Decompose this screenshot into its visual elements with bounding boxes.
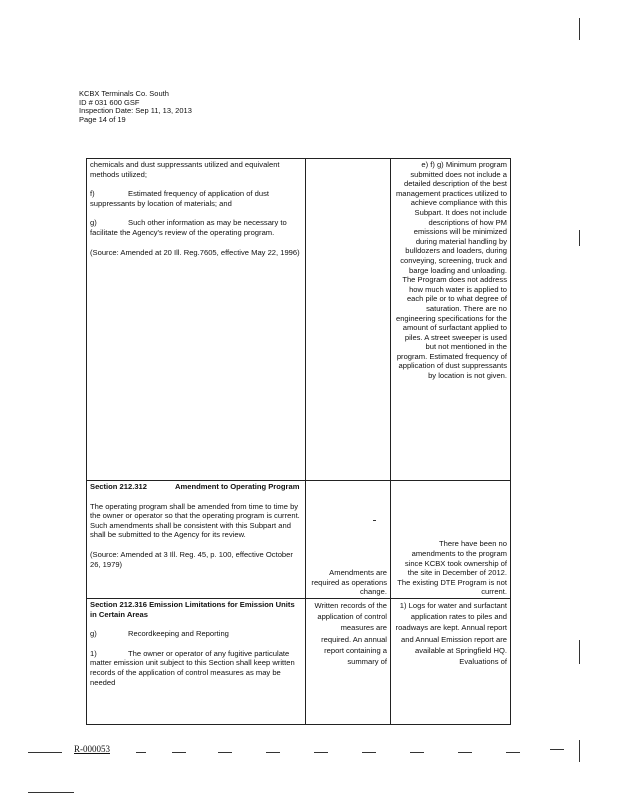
inspection-date: Inspection Date: Sep 11, 13, 2013 [79,106,192,116]
regulation-cell [87,481,306,599]
table-row [87,599,511,725]
observation-cell [306,159,391,481]
regulation-item [90,629,302,639]
item-label: g) [90,218,97,228]
item-text: Recordkeeping and Reporting [128,629,229,639]
facility-name: KCBX Terminals Co. South [79,89,169,98]
item-label: f) [90,189,95,199]
observation-cell: Written records of the application of control measures are required. An annual report containing a summary of [306,599,391,725]
regulation-item [90,649,302,687]
regulation-cell [87,159,306,481]
item-label: g) [90,629,97,639]
table-row [87,481,511,599]
section-name: Amendment to Operating Program [175,482,300,491]
source-citation: (Source: Amended at 20 Ill. Reg.7605, effective May 22, 1996) [90,247,300,257]
document-header [79,90,192,124]
source-citation: (Source: Amended at 3 Ill. Reg. 45, p. 100, effective October 26, 1979) [90,549,293,569]
item-label: 1) [90,648,97,658]
page-number: Page 14 of 19 [79,114,126,124]
regulation-item [90,218,302,237]
observation-cell: Amendments are required as operations change. [306,481,391,599]
regulation-item [90,189,302,208]
item-text: Such other information as may be necessary to facilitate the Agency's review of the operating program. [90,218,287,237]
table-row [87,159,511,481]
regulation-cell [87,599,306,725]
finding-cell: 1) Logs for water and surfactant application rates to piles and roadways are kept. Annual report and Annual Emission report are available at Springfield HQ. Evaluations of [391,599,511,725]
item-text: The owner or operator of any fugitive particulate matter emission unit subject to this Section shall keep written records of the application of control measures as may be needed [90,648,295,687]
item-text: Estimated frequency of application of dust suppressants by location of materials; and [90,189,269,208]
inspection-table [86,158,511,725]
scan-speck [373,520,376,521]
section-title [90,482,302,492]
finding-cell: e) f) g) Minimum program submitted does not include a detailed description of the best management practices utilized to achieve compliance with this Subpart. It does not include descriptions of how PM emissions will be minimized during material handling by bulldozers and loaders, during conveying, screening, truck and barge loading and unloading. The Program does not address how much water is applied to each pile or to what degree of saturation. There are no engineering specifications for the amount of surfactant applied to piles. A street sweeper is used but not mentioned in the program. Estimated frequency of application of dust suppressants by location is not given. [391,159,511,481]
facility-id: ID # 031 600 GSF [79,97,140,107]
section-number: Section 212.312 [90,482,147,491]
section-title: Section 212.316 Emission Limitations for Emission Units in Certain Areas [90,600,295,619]
regulation-text: chemicals and dust suppressants utilized and equivalent methods utilized; [90,160,280,179]
regulation-text: The operating program shall be amended from time to time by the owner or operator so that the operating program is current. Such amendments shall be consistent with this Subpart and shall be submitted to the Agency for its review. [90,501,300,540]
finding-cell: There have been no amendments to the program since KCBX took ownership of the site in December of 2012. The existing DTE Program is not current. [391,481,511,599]
bates-number: R-000053 [74,744,110,754]
